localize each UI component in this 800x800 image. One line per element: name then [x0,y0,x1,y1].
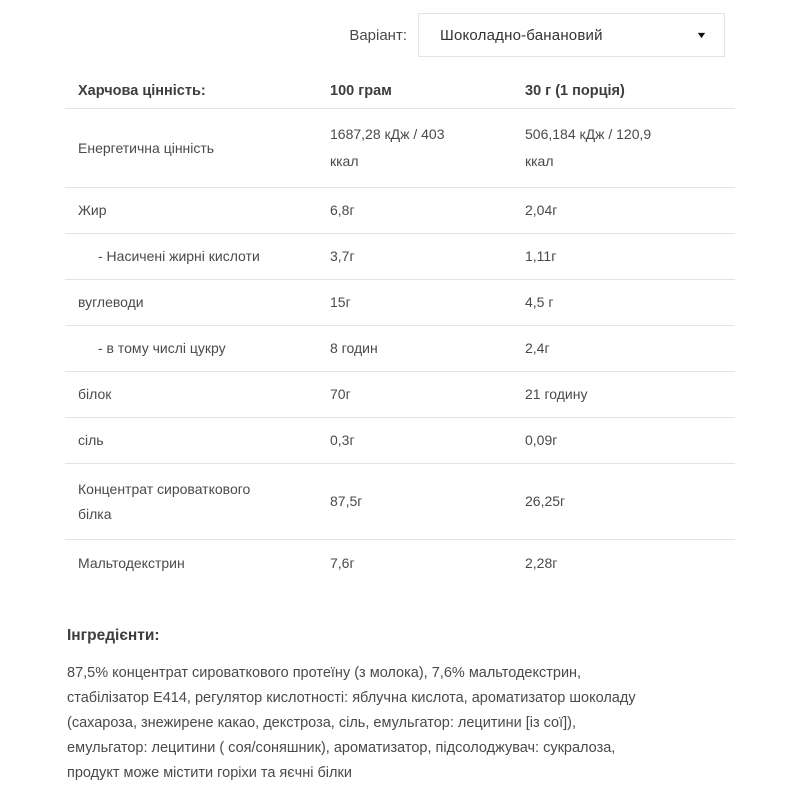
value-per-serving: 1,11г [525,248,557,264]
value-per-100g: 87,5г [330,493,363,509]
table-row [65,540,735,587]
ingredients-line: емульгатор: лецитини ( соя/соняшник), ароматизатор, підсолоджувач: сукралоза, [67,740,616,756]
value-per-serving: 506,184 кДж / 120,9 ккал [525,126,652,169]
nutrient-label: вуглеводи [78,294,144,310]
table-row [65,280,735,326]
value-per-serving: 4,5 г [525,294,554,310]
nutrient-label: Енергетична цінність [78,139,215,156]
ingredients-line: продукт може містити горіхи та яєчні білки [67,765,352,781]
column-header-per-100g: 100 грам [330,83,392,99]
variant-label: Варіант: [349,26,407,44]
ingredients-heading: Інгредієнти: [67,627,160,644]
value-per-100g: 8 годин [330,340,378,356]
table-row [65,234,735,280]
ingredients-line: 87,5% концентрат сироваткового протеїну (з молока), 7,6% мальтодекстрин, [67,665,582,681]
value-per-100g: 7,6г [330,555,355,571]
table-header-row [65,74,735,109]
table-row [65,372,735,418]
nutrient-label: - Насичені жирні кислоти [98,248,260,264]
value-per-serving: 21 годину [525,386,588,402]
value-per-100g: 15г [330,294,351,310]
variant-selector-row [0,0,725,57]
nutrient-label: Концентрат сироваткового білка [78,480,251,522]
table-row [65,188,735,234]
value-per-serving: 2,04г [525,202,558,218]
value-per-100g: 70г [330,386,351,402]
table-row [65,109,735,188]
column-header-per-serving: 30 г (1 порція) [525,83,625,99]
ingredients-line: (сахароза, знежирене какао, декстроза, сіль, емульгатор: лецитини [із сої]), [67,715,577,731]
ingredients-line: стабілізатор Е414, регулятор кислотності: яблучна кислота, ароматизатор шоколаду [67,690,636,706]
dropdown-caret-icon: ▼ [695,29,708,40]
table-row [65,326,735,372]
table-row [65,418,735,464]
value-per-serving: 0,09г [525,432,558,448]
ingredients-text [67,661,739,786]
value-per-100g: 1687,28 кДж / 403 ккал [330,126,445,169]
value-per-serving: 2,4г [525,340,550,356]
nutrient-label: білок [78,386,112,402]
column-header-nutrient: Харчова цінність: [78,83,206,99]
value-per-100g: 6,8г [330,202,355,218]
table-row [65,464,735,540]
value-per-100g: 3,7г [330,248,355,264]
variant-selected-value: Шоколадно-банановий [440,26,603,44]
nutrient-label: сіль [78,432,104,448]
value-per-serving: 2,28г [525,555,558,571]
value-per-100g: 0,3г [330,432,355,448]
value-per-serving: 26,25г [525,493,566,509]
ingredients-section [67,627,739,786]
nutrition-table [65,74,735,587]
variant-dropdown[interactable] [418,13,725,57]
nutrient-label: - в тому числі цукру [98,340,226,356]
nutrient-label: Жир [78,202,107,218]
nutrient-label: Мальтодекстрин [78,555,185,571]
